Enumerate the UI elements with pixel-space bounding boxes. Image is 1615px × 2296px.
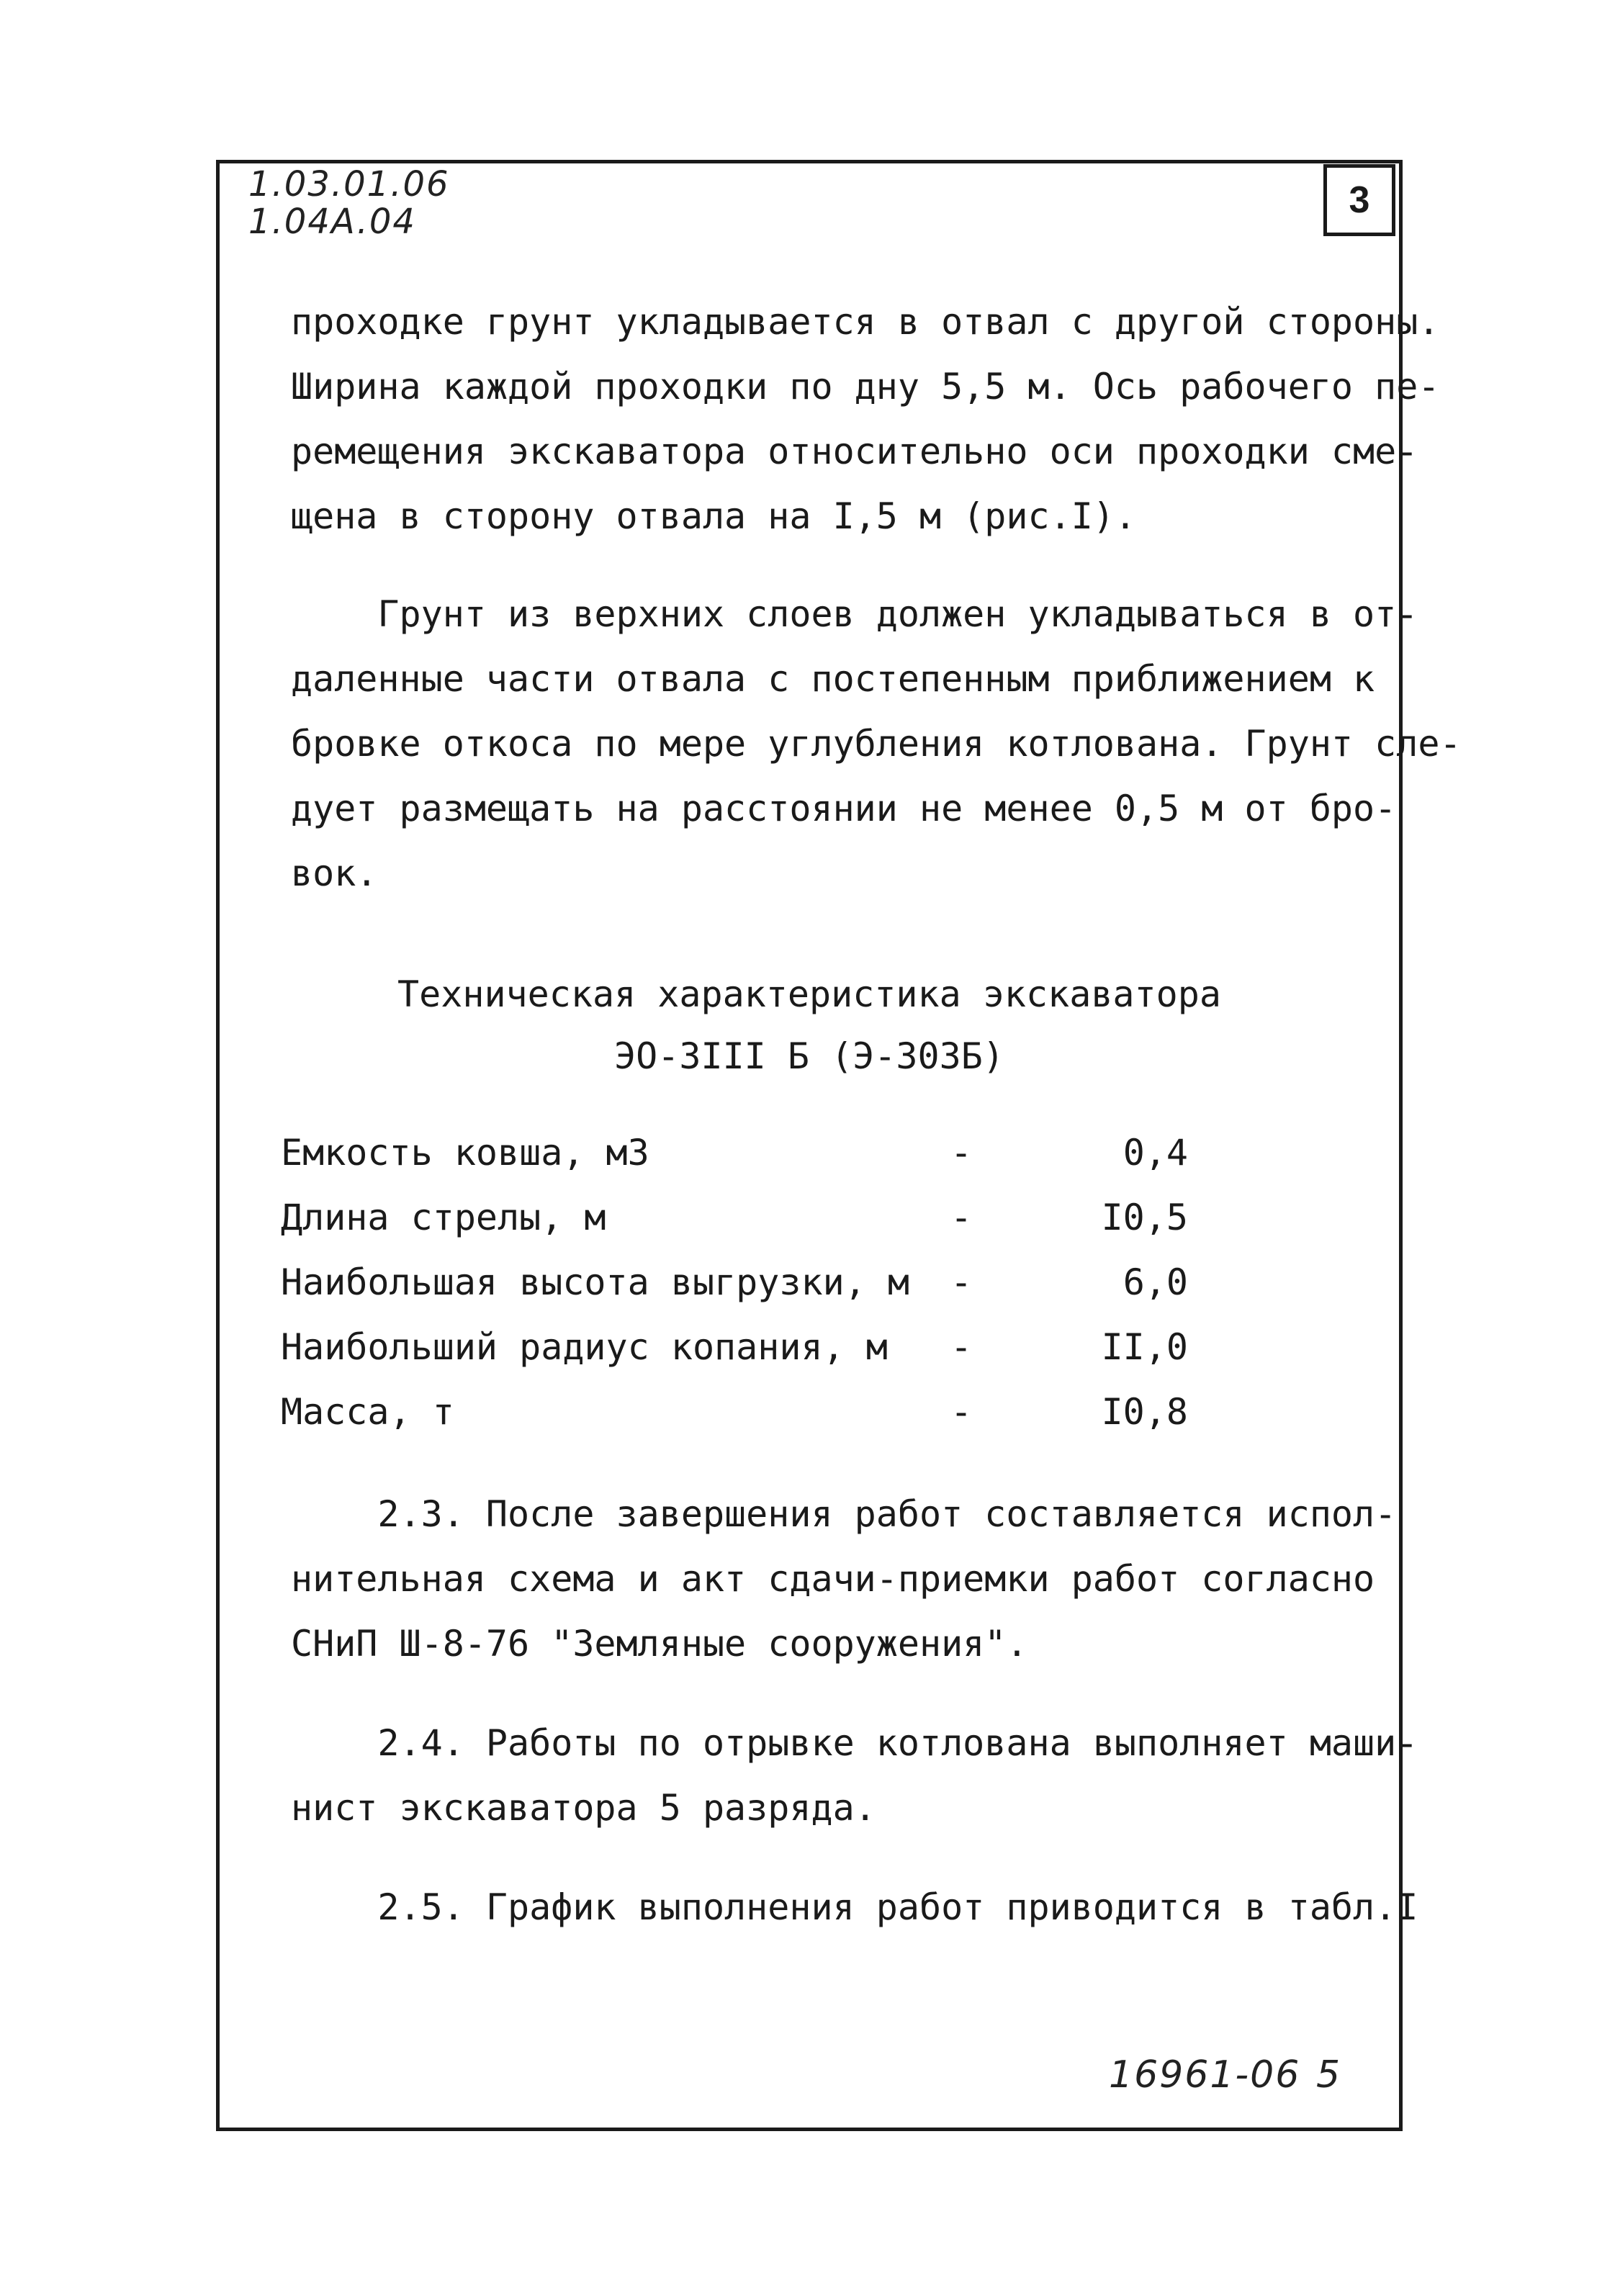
footer-doc-code: 16961-06 bbox=[1109, 2053, 1301, 2097]
text-line: нительная схема и акт сдачи-приемки работ согласно bbox=[291, 1558, 1375, 1600]
header-code-2: 1.04A.04 bbox=[248, 202, 416, 242]
spec-row bbox=[281, 1250, 1188, 1315]
spec-dash: - bbox=[950, 1132, 973, 1174]
text-line: вок. bbox=[291, 852, 378, 894]
footer-sheet-number: 5 bbox=[1316, 2053, 1342, 2097]
text-line: 2.5. График выполнения работ приводится в табл.I bbox=[291, 1886, 1418, 1928]
spec-label: Емкость ковша, м3 bbox=[281, 1132, 649, 1174]
text-line: ремещения экскаватора относительно оси проходки сме- bbox=[291, 431, 1418, 472]
specs-model: ЭО-3III Б (Э-303Б) bbox=[614, 1035, 1004, 1077]
spec-label: Наибольший радиус копания, м bbox=[281, 1326, 888, 1368]
spec-value: II,0 bbox=[1101, 1326, 1188, 1368]
spec-row bbox=[281, 1379, 1188, 1444]
spec-dash: - bbox=[950, 1261, 973, 1303]
spec-label: Масса, т bbox=[281, 1391, 454, 1433]
spec-value: I0,5 bbox=[1101, 1197, 1188, 1238]
spec-label: Наибольшая высота выгрузки, м bbox=[281, 1261, 909, 1303]
text-line: дует размещать на расстоянии не менее 0,5 м от бро- bbox=[291, 788, 1397, 829]
spec-label: Длина стрелы, м bbox=[281, 1197, 606, 1238]
header-code-1: 1.03.01.06 bbox=[248, 164, 450, 204]
text-line: проходке грунт укладывается в отвал с другой стороны. bbox=[291, 301, 1440, 343]
spec-value: I0,8 bbox=[1101, 1391, 1188, 1433]
text-line: Ширина каждой проходки по дну 5,5 м. Ось рабочего пе- bbox=[291, 366, 1440, 408]
text-line: Грунт из верхних слоев должен укладываться в от- bbox=[291, 593, 1418, 635]
spec-dash: - bbox=[950, 1197, 973, 1238]
spec-dash: - bbox=[950, 1391, 973, 1433]
spec-row bbox=[281, 1185, 1188, 1250]
text-line: щена в сторону отвала на I,5 м (рис.I). bbox=[291, 495, 1136, 537]
text-line: 2.4. Работы по отрывке котлована выполняет маши- bbox=[291, 1722, 1418, 1764]
text-line: бровке откоса по мере углубления котлована. Грунт сле- bbox=[291, 723, 1462, 765]
spec-row bbox=[281, 1315, 1188, 1379]
page-number: 3 bbox=[1323, 164, 1395, 236]
spec-dash: - bbox=[950, 1326, 973, 1368]
spec-row bbox=[281, 1120, 1188, 1185]
specs-title: Техническая характеристика экскаватора bbox=[397, 973, 1221, 1015]
spec-value: 0,4 bbox=[1123, 1132, 1188, 1174]
spec-value: 6,0 bbox=[1123, 1261, 1188, 1303]
text-line: нист экскаватора 5 разряда. bbox=[291, 1787, 876, 1829]
text-line: 2.3. После завершения работ составляется испол- bbox=[291, 1493, 1397, 1535]
text-line: даленные части отвала с постепенным приближением к bbox=[291, 658, 1375, 700]
text-line: СНиП Ш-8-76 "Земляные сооружения". bbox=[291, 1623, 1028, 1665]
